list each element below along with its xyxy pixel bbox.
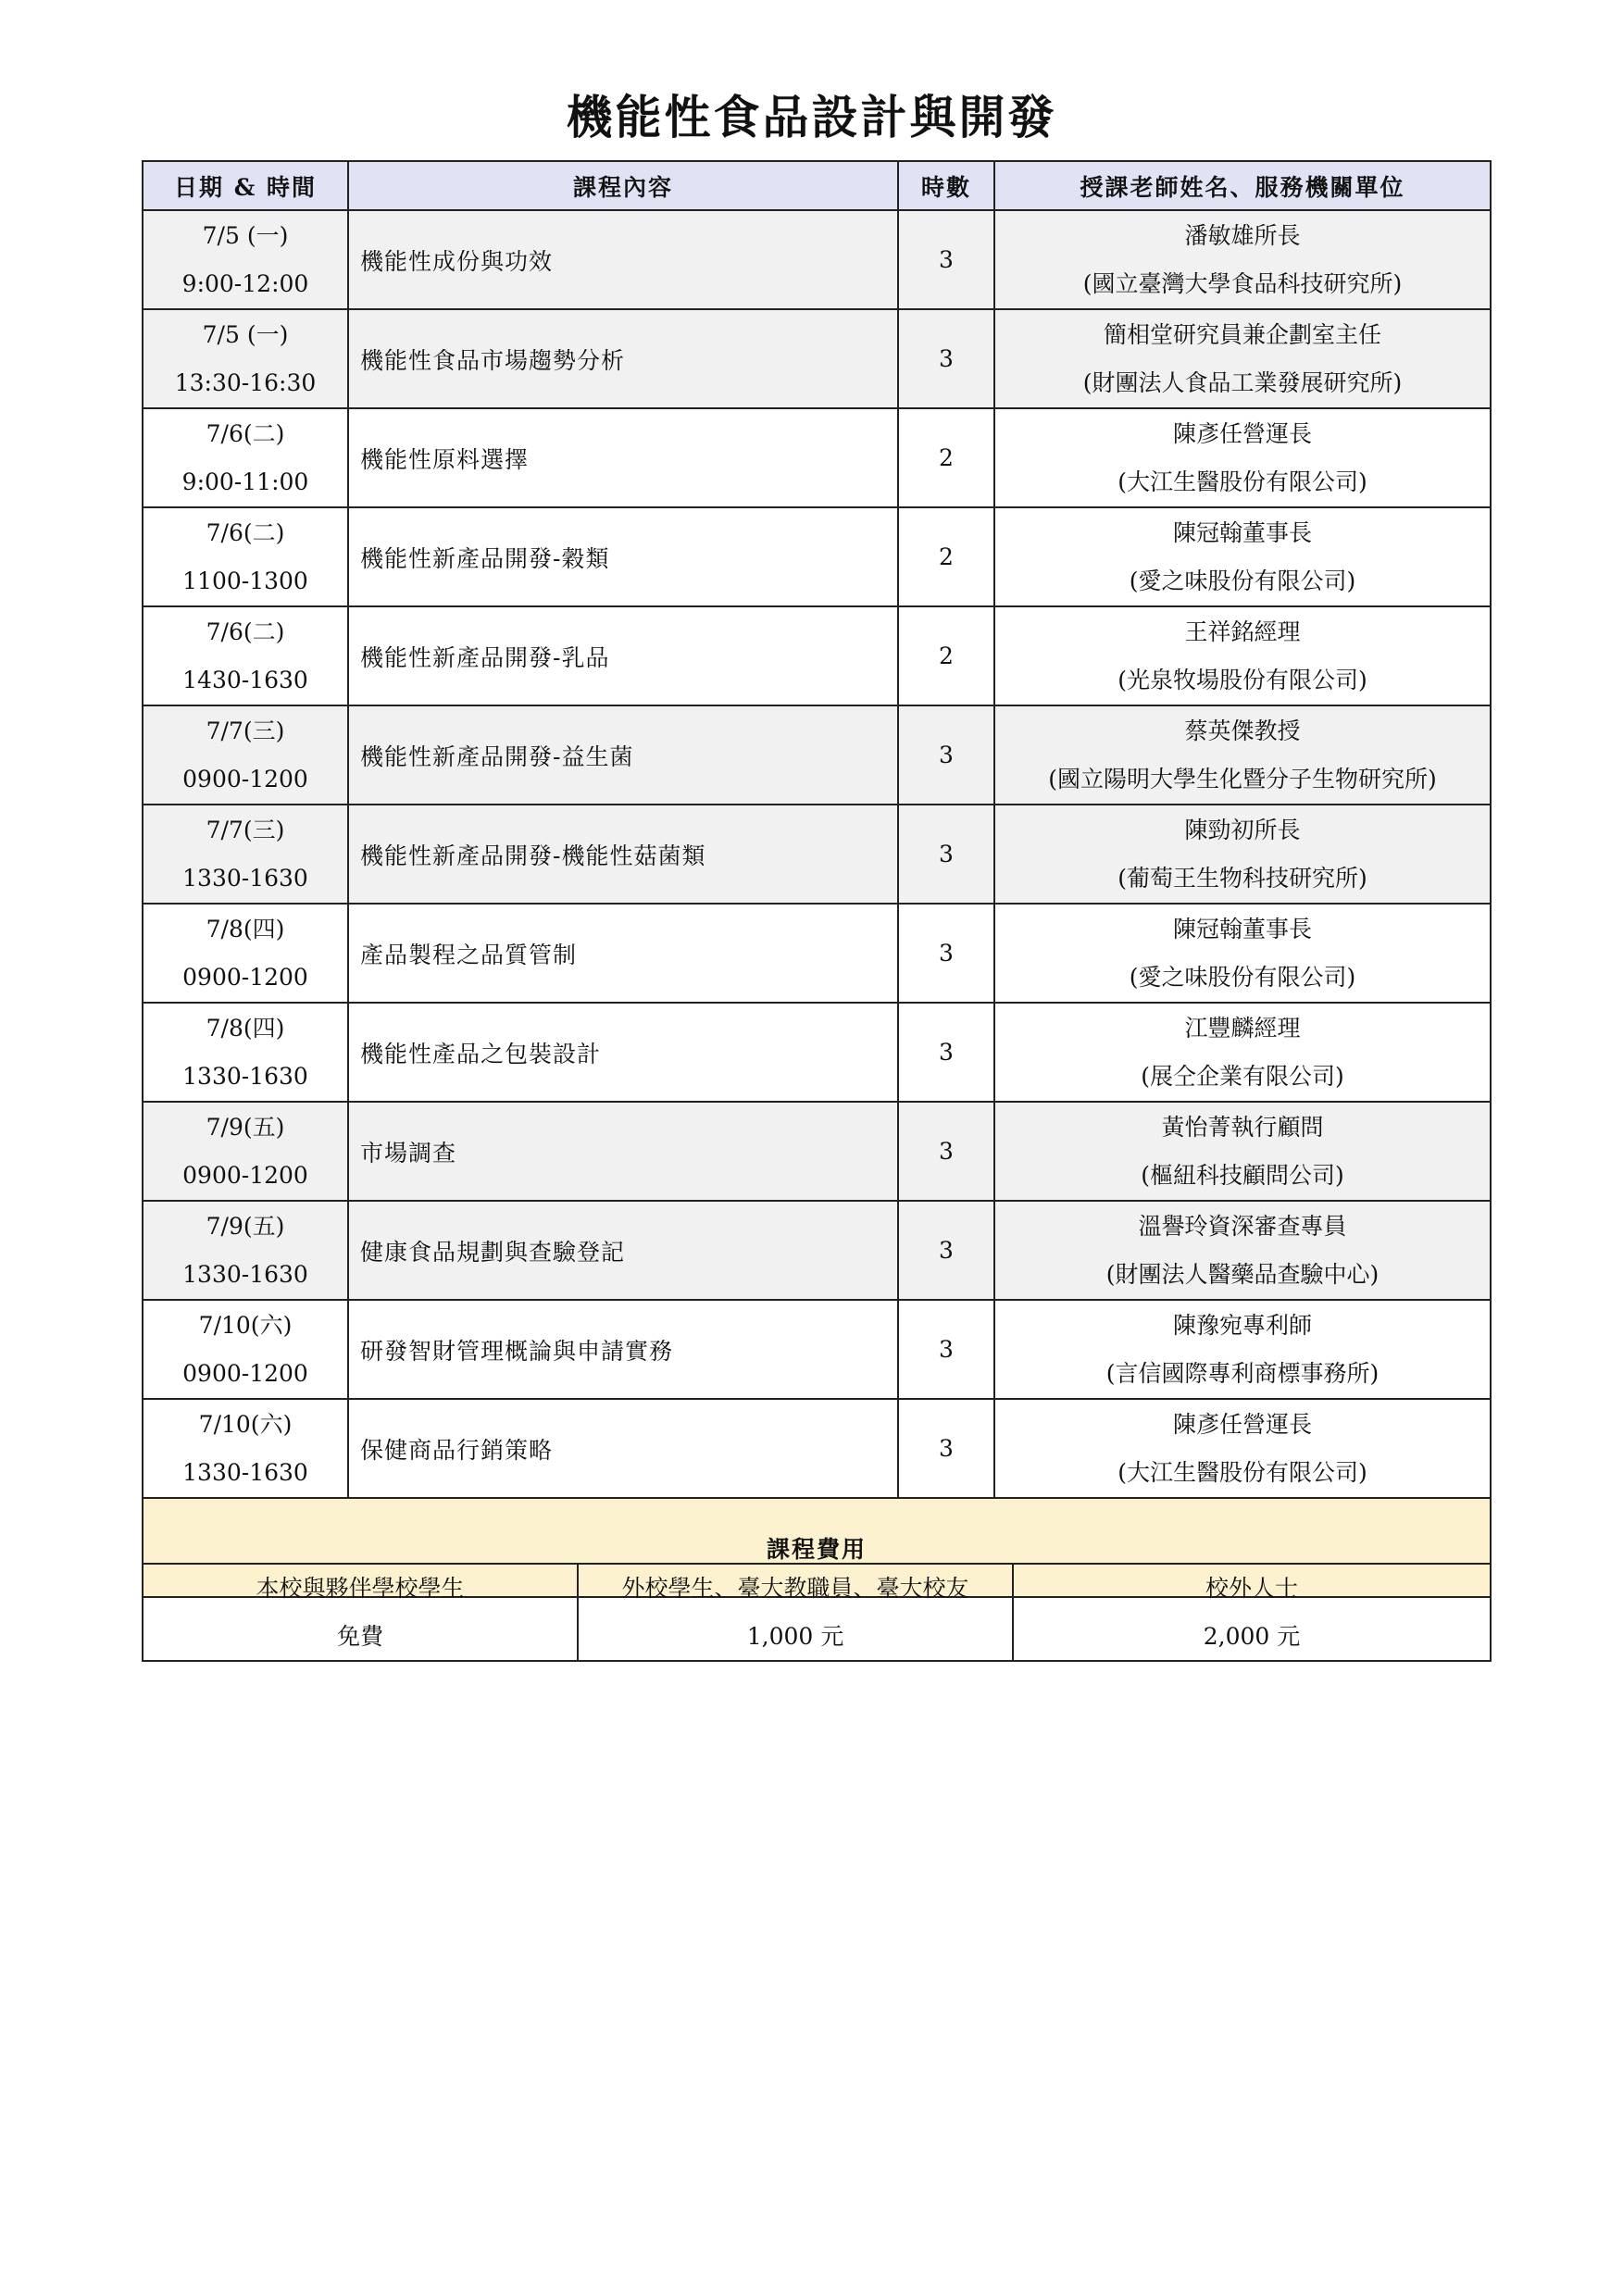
fee-category: 校外人士: [1205, 1574, 1298, 1602]
table-row: [143, 309, 1491, 408]
teacher-cell: [994, 507, 1491, 606]
date: 7/8(四): [206, 915, 285, 942]
teacher-cell: [994, 1300, 1491, 1399]
date: 7/5 (一): [202, 320, 289, 348]
fee-price: 2,000 元: [1203, 1622, 1301, 1650]
time: 1330-1630: [182, 1260, 308, 1288]
teacher-name: 陳豫宛專利師: [1172, 1311, 1312, 1339]
teacher-cell: [994, 1201, 1491, 1300]
fee-category: 本校與夥伴學校學生: [256, 1574, 465, 1602]
teacher-org: (國立陽明大學生化暨分子生物研究所): [1048, 765, 1437, 792]
course-cell: 機能性食品市場趨勢分析: [348, 309, 898, 408]
teacher-org: (國立臺灣大學食品科技研究所): [1082, 269, 1403, 297]
fee-cell: [1013, 1564, 1491, 1661]
course-cell: 機能性新產品開發-益生菌: [348, 705, 898, 805]
course-cell: 機能性原料選擇: [348, 408, 898, 507]
date-cell: [143, 904, 348, 1003]
teacher-org: (展仝企業有限公司): [1141, 1062, 1344, 1090]
course-cell: 機能性新產品開發-穀類: [348, 507, 898, 606]
hours-cell: 3: [898, 1102, 994, 1201]
teacher-cell: [994, 904, 1491, 1003]
schedule-table: [142, 160, 1492, 1598]
course-cell: 機能性產品之包裝設計: [348, 1003, 898, 1102]
teacher-name: 陳冠翰董事長: [1172, 915, 1312, 942]
header-teacher: 授課老師姓名、服務機關單位: [994, 161, 1491, 210]
date-cell: [143, 1003, 348, 1102]
table-row: [143, 1102, 1491, 1201]
course-cell: 機能性成份與功效: [348, 210, 898, 309]
hours-cell: 3: [898, 1201, 994, 1300]
table-row: [143, 904, 1491, 1003]
header-row: [143, 161, 1491, 210]
date-cell: [143, 705, 348, 805]
time: 0900-1200: [182, 765, 308, 792]
date: 7/6(二): [206, 419, 285, 447]
teacher-org: (財團法人醫藥品查驗中心): [1105, 1260, 1380, 1288]
date-cell: [143, 210, 348, 309]
time: 13:30-16:30: [174, 368, 317, 396]
teacher-name: 蔡英傑教授: [1184, 717, 1301, 744]
teacher-name: 陳勁初所長: [1184, 816, 1301, 843]
teacher-name: 黃怡菁執行顧問: [1161, 1113, 1324, 1141]
header-hours: 時數: [898, 161, 994, 210]
teacher-cell: [994, 408, 1491, 507]
time: 9:00-12:00: [181, 269, 309, 297]
time: 1430-1630: [182, 666, 308, 693]
teacher-cell: [994, 210, 1491, 309]
teacher-org: (財團法人食品工業發展研究所): [1082, 368, 1403, 396]
fee-table: [142, 1563, 1492, 1662]
date: 7/5 (一): [202, 221, 289, 249]
course-cell: 研發智財管理概論與申請實務: [348, 1300, 898, 1399]
date: 7/8(四): [206, 1014, 285, 1042]
table-row: [143, 408, 1491, 507]
header-date: 日期 & 時間: [143, 161, 348, 210]
table-row: [143, 1300, 1491, 1399]
date-cell: [143, 805, 348, 904]
teacher-org: (樞紐科技顧問公司): [1141, 1161, 1344, 1189]
date-cell: [143, 1201, 348, 1300]
hours-cell: 3: [898, 1003, 994, 1102]
course-cell: 機能性新產品開發-機能性菇菌類: [348, 805, 898, 904]
date-cell: [143, 1399, 348, 1498]
table-row: [143, 507, 1491, 606]
fee-row: [143, 1564, 1491, 1661]
fee-cell: [143, 1564, 578, 1661]
teacher-org: (言信國際專利商標事務所): [1105, 1359, 1380, 1387]
table-row: [143, 1399, 1491, 1498]
teacher-org: (愛之味股份有限公司): [1129, 567, 1356, 594]
teacher-name: 溫譽玲資深審查專員: [1138, 1212, 1347, 1240]
teacher-org: (大江生醫股份有限公司): [1117, 468, 1367, 495]
hours-cell: 3: [898, 1399, 994, 1498]
hours-cell: 2: [898, 606, 994, 705]
teacher-name: 潘敏雄所長: [1184, 221, 1301, 249]
table-row: [143, 1201, 1491, 1300]
time: 0900-1200: [182, 963, 308, 991]
course-cell: 產品製程之品質管制: [348, 904, 898, 1003]
course-cell: 保健商品行銷策略: [348, 1399, 898, 1498]
date: 7/10(六): [198, 1311, 293, 1339]
time: 1330-1630: [182, 1062, 308, 1090]
table-row: [143, 210, 1491, 309]
teacher-cell: [994, 1399, 1491, 1498]
teacher-cell: [994, 1003, 1491, 1102]
time: 9:00-11:00: [181, 468, 309, 495]
teacher-cell: [994, 805, 1491, 904]
time: 1100-1300: [182, 567, 308, 594]
date: 7/7(三): [206, 816, 285, 843]
date: 7/6(二): [206, 618, 285, 645]
course-cell: 健康食品規劃與查驗登記: [348, 1201, 898, 1300]
teacher-name: 王祥銘經理: [1184, 618, 1301, 645]
teacher-name: 陳彥任營運長: [1172, 419, 1312, 447]
date: 7/9(五): [206, 1212, 285, 1240]
teacher-name: 陳冠翰董事長: [1172, 518, 1312, 546]
teacher-org: (大江生醫股份有限公司): [1117, 1458, 1367, 1486]
hours-cell: 2: [898, 507, 994, 606]
teacher-org: (葡萄王生物科技研究所): [1117, 864, 1367, 892]
course-cell: 機能性新產品開發-乳品: [348, 606, 898, 705]
table-row: [143, 805, 1491, 904]
hours-cell: 3: [898, 705, 994, 805]
teacher-cell: [994, 606, 1491, 705]
teacher-name: 簡相堂研究員兼企劃室主任: [1103, 320, 1381, 348]
date: 7/6(二): [206, 518, 285, 546]
time: 0900-1200: [182, 1161, 308, 1189]
table-row: [143, 1003, 1491, 1102]
teacher-org: (愛之味股份有限公司): [1129, 963, 1356, 991]
hours-cell: 3: [898, 805, 994, 904]
fee-price: 1,000 元: [746, 1622, 844, 1650]
time: 1330-1630: [182, 1458, 308, 1486]
teacher-name: 陳彥任營運長: [1172, 1410, 1312, 1438]
table-row: [143, 606, 1491, 705]
date: 7/7(三): [206, 717, 285, 744]
fee-section-title: 課程費用: [143, 1498, 1491, 1597]
teacher-cell: [994, 309, 1491, 408]
fee-price: 免費: [336, 1622, 383, 1650]
date: 7/10(六): [198, 1410, 293, 1438]
date-cell: [143, 408, 348, 507]
date: 7/9(五): [206, 1113, 285, 1141]
header-course: 課程內容: [348, 161, 898, 210]
time: 1330-1630: [182, 864, 308, 892]
date-cell: [143, 606, 348, 705]
teacher-org: (光泉牧場股份有限公司): [1117, 666, 1367, 693]
fee-cell: [578, 1564, 1013, 1661]
date-cell: [143, 1300, 348, 1399]
hours-cell: 2: [898, 408, 994, 507]
hours-cell: 3: [898, 904, 994, 1003]
page-title: 機能性食品設計與開發: [566, 90, 1057, 144]
date-cell: [143, 507, 348, 606]
teacher-name: 江豐麟經理: [1184, 1014, 1301, 1042]
table-row: [143, 705, 1491, 805]
date-cell: [143, 309, 348, 408]
fee-category: 外校學生、臺大教職員、臺大校友: [621, 1574, 969, 1602]
hours-cell: 3: [898, 309, 994, 408]
teacher-cell: [994, 1102, 1491, 1201]
hours-cell: 3: [898, 1300, 994, 1399]
time: 0900-1200: [182, 1359, 308, 1387]
teacher-cell: [994, 705, 1491, 805]
date-cell: [143, 1102, 348, 1201]
course-cell: 市場調查: [348, 1102, 898, 1201]
hours-cell: 3: [898, 210, 994, 309]
